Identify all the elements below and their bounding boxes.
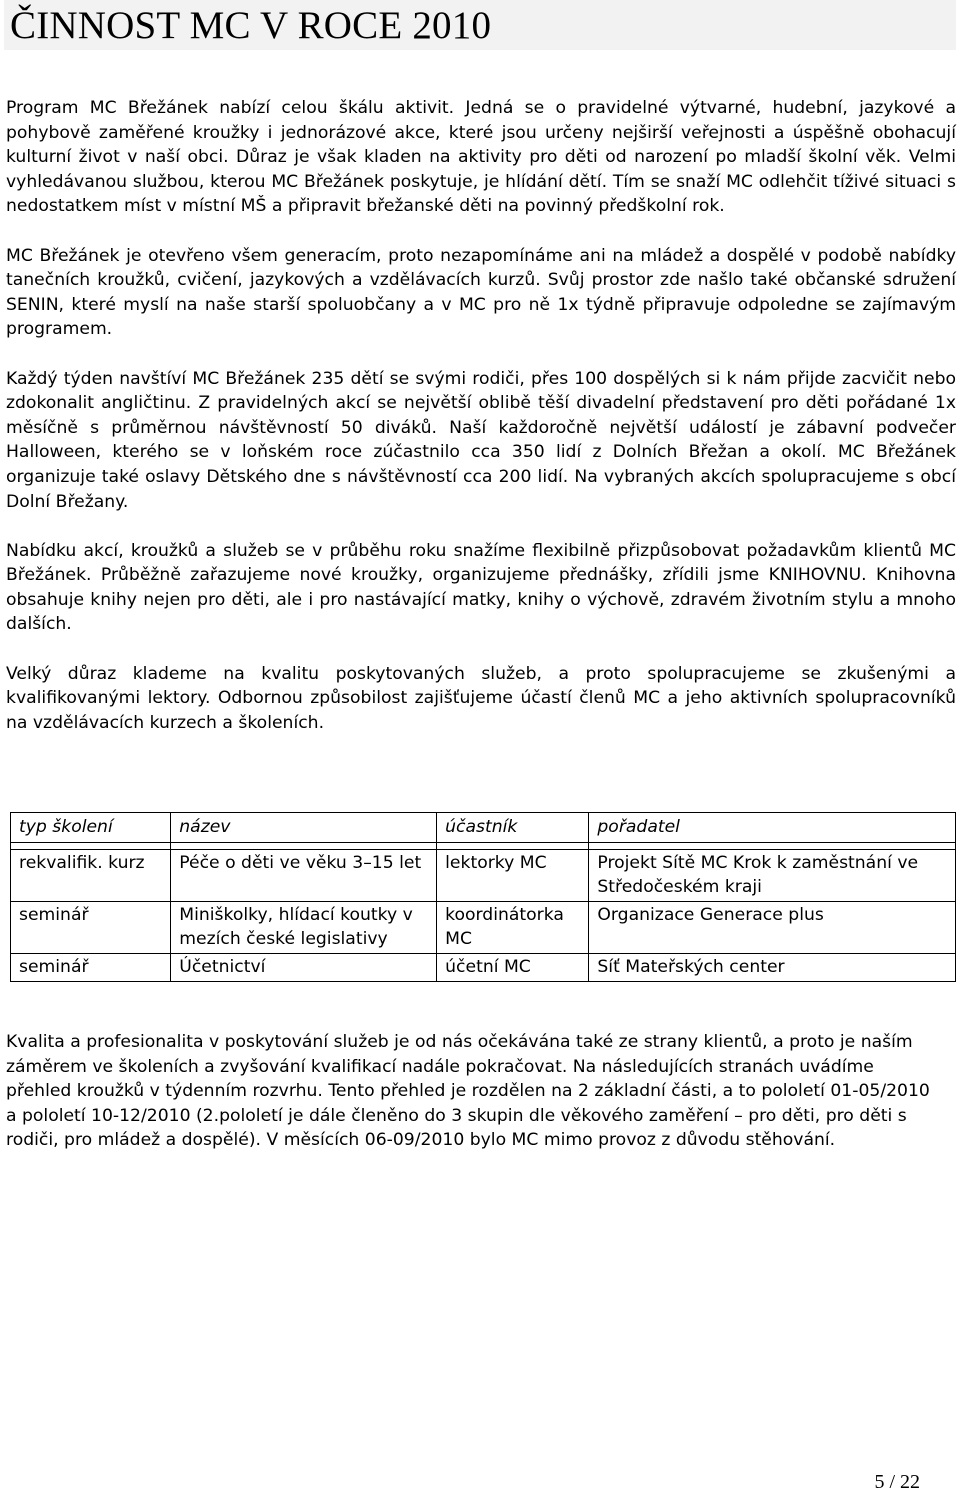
gap-cell — [171, 842, 437, 849]
table-row — [11, 849, 956, 901]
table-cell: seminář — [11, 901, 171, 953]
header-cell: účastník — [437, 813, 589, 843]
training-table — [10, 812, 956, 982]
paragraph-5: Velký důraz klademe na kvalitu poskytovaných služeb, a proto spolupracujeme se zkušenými a kvalifikovanými lektory. Odbornou způsobilost zajišťujeme účastí členů MC a jeho aktivních spolupracovníků na vzdělávacích kurzech a školeních. — [6, 663, 956, 733]
heading-bar — [4, 0, 956, 50]
table-cell: Miniškolky, hlídací koutky v mezích české legislativy — [171, 901, 437, 953]
table-row — [11, 901, 956, 953]
header-cell: pořadatel — [589, 813, 956, 843]
table-cell: koordinátorka MC — [437, 901, 589, 953]
table-row — [11, 953, 956, 981]
paragraph-3: Každý týden navštíví MC Břežánek 235 dětí se svými rodiči, přes 100 dospělých si k nám přijde zacvičit nebo zdokonalit angličtinu. Z pravidelných akcí se největší oblibě těší divadelní představení pro děti pořádané 1x měsíčně s průměrnou návštěvností 50 diváků. Naší každoročně největší událostí je zábavní podvečer Halloween, kterého se v loňském roce zúčastnilo cca 350 lidí z Dolních Břežan a okolí. MC Břežánek organizuje také oslavy Dětského dne s návštěvností cca 200 lidí. Na vybraných akcích spolupracujeme s obcí Dolní Břežany. — [6, 368, 956, 512]
page-number: 5 / 22 — [874, 1471, 920, 1493]
table-cell: Účetnictví — [171, 953, 437, 981]
closing-paragraph: Kvalita a profesionalita v poskytování služeb je od nás očekávána také ze strany klientů, a proto je naším záměrem ve školeních a zvyšování kvalifikací nadále pokračovat. Na následujících stranách uvádíme přehled kroužků v týdenním rozvrhu. Tento přehled je rozdělen na 2 základní části, a to pololetí 01-05/2010 a pololetí 10-12/2010 (2.pololetí je dále členěno do 3 skupin dle věkového zaměření – pro děti, pro děti s rodiči, pro mládež a dospělé). V měsících 06-09/2010 bylo MC mimo provoz z důvodu stěhování. — [6, 1032, 930, 1151]
gap-cell — [589, 842, 956, 849]
table-header-row — [11, 813, 956, 843]
table-cell: Péče o děti ve věku 3–15 let — [171, 849, 437, 901]
header-cell: typ školení — [11, 813, 171, 843]
gap-cell — [11, 842, 171, 849]
paragraph-4: Nabídku akcí, kroužků a služeb se v průběhu roku snažíme flexibilně přizpůsobovat požadavkům klientů MC Břežánek. Průběžně zařazujeme nové kroužky, organizujeme přednášky, zřídili jsme KNIHOVNU. Knihovna obsahuje knihy nejen pro děti, ale i pro nastávající matky, knihy o výchově, zdravém životním stylu a mnoho dalších. — [6, 540, 956, 635]
paragraph-1: Program MC Břežánek nabízí celou škálu aktivit. Jedná se o pravidelné výtvarné, hudební, jazykové a pohybově zaměřené kroužky i jednorázové akce, které jsou určeny nejširší veřejnosti a úspěšně obohacují kulturní život v naší obci. Důraz je však kladen na aktivity pro děti od narození po mladší školní věk. Velmi vyhledávanou službou, kterou MC Břežánek poskytuje, je hlídání dětí. Tím se snaží MC odlehčit tíživé situaci s nedostatkem míst v místní MŠ a připravit břežanské děti na povinný předškolní rok. — [6, 98, 956, 217]
table-cell: Organizace Generace plus — [589, 901, 956, 953]
table-cell: účetní MC — [437, 953, 589, 981]
body-text — [6, 96, 956, 760]
header-cell: název — [171, 813, 437, 843]
table-cell: rekvalifik. kurz — [11, 849, 171, 901]
table-gap-row — [11, 842, 956, 849]
table-cell: Síť Mateřských center — [589, 953, 956, 981]
table-cell: seminář — [11, 953, 171, 981]
table-cell: lektorky MC — [437, 849, 589, 901]
page-title: ČINNOST MC V ROCE 2010 — [10, 4, 492, 47]
table-cell: Projekt Sítě MC Krok k zaměstnání ve Středočeském kraji — [589, 849, 956, 901]
paragraph-2: MC Břežánek je otevřeno všem generacím, proto nezapomínáme ani na mládež a dospělé v podobě nabídky tanečních kroužků, cvičení, jazykových a vzdělávacích kurzů. Svůj prostor zde našlo také občanské sdružení SENIN, které myslí na naše starší spoluobčany a v MC pro ně 1x týdně připravuje odpoledne se zajímavým programem. — [6, 245, 956, 340]
gap-cell — [437, 842, 589, 849]
